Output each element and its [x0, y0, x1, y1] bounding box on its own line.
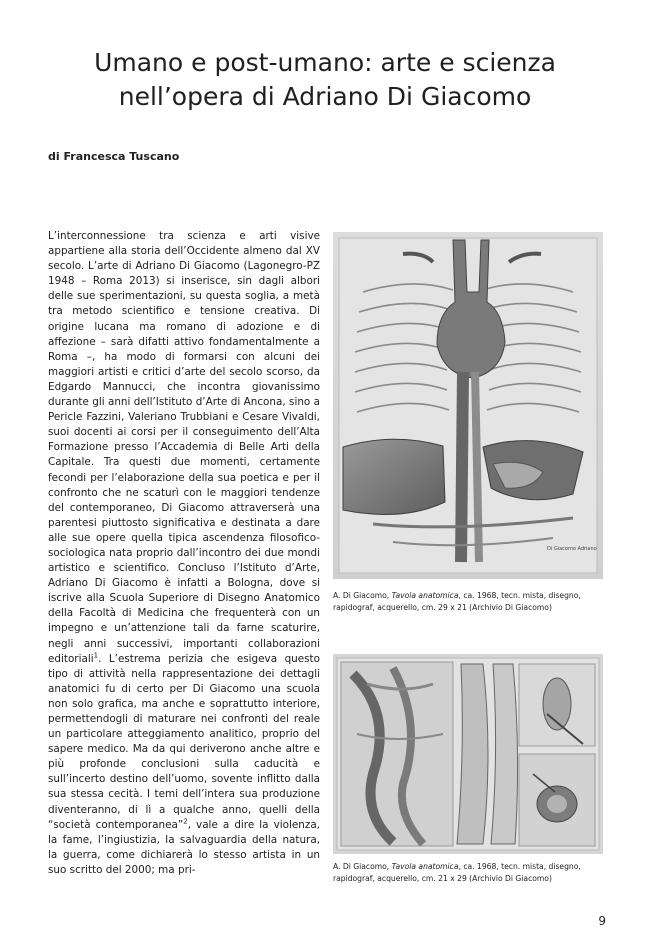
caption-2-details: , ca. 1968, tecn. mista, disegno, rapidograf, acquerello, cm. 21 x 29 (Archivio Di Giacomo) — [333, 862, 581, 883]
footnote-ref-1[interactable]: 1 — [93, 651, 99, 660]
body-text — [48, 229, 320, 878]
figure-1-drawing — [333, 232, 603, 579]
figure-1-signature: Di Giacomo Adriano — [547, 546, 597, 552]
figure-2-drawing — [333, 654, 603, 854]
caption-1-details: , ca. 1968, tecn. mista, disegno, rapidograf, acquerello, cm. 29 x 21 (Archivio Di Giacomo) — [333, 591, 581, 612]
figure-1-anatomical-plate — [333, 232, 603, 579]
footnote-ref-2[interactable]: 2 — [183, 817, 188, 826]
article-title — [60, 46, 590, 114]
figure-2-anatomical-plate — [333, 654, 603, 854]
body-part-3: , vale a dire la violenza, la fame, l’ingiustizia, la salvaguardia della natura, la guerra, come dichiarerà lo stesso artista in un suo scritto del 2000; ma pri- — [48, 818, 320, 876]
caption-2-title: Tavola anatomica — [391, 862, 459, 871]
body-part-2: . L’estrema perizia che esigeva questo tipo di attività nella rappresentazione dei dettagli anatomici fu di certo per Di Giacomo una scuola non solo grafica, ma anche e soprattutto interiore, permettendogli di maturare nei confronti del reale un particolare atteggiamento analitico, proprio del sapere medico. Ma da qui deriverono anche altre e più profonde conclusioni sulla caducità e sull’incerto destino dell’uomo, sovente inflitto dalla sua stessa cecità. I temi dell’intera sua produzione diventeranno, di lì a qualche anno, quelli della “società contemporanea” — [48, 652, 320, 831]
title-line-2: nell’opera di Adriano Di Giacomo — [118, 82, 532, 111]
figure-1-caption — [333, 590, 605, 613]
caption-1-author: A. Di Giacomo, — [333, 591, 392, 600]
body-part-1: L’interconnessione tra scienza e arti visive appartiene alla storia dell’Occidente almeno dal XV secolo. L’arte di Adriano Di Giacomo (Lagonegro-PZ 1948 – Roma 2013) si inserisce, sin dagli albori delle sue sperimentazioni, su questa soglia, a metà tra metodo scientifico e tensione creativa. Di origine lucana ma romano di adozione e di affezione – sarà difatti attivo fondamentalmente a Roma –, ha modo di formarsi con alcuni dei maggiori artisti e critici d’arte del secolo scorso, da Edgardo Mannucci, che incontra giovanissimo durante gli anni dell’Istituto d’Arte di Ancona, sino a Pericle Fazzini, Valeriano Trubbiani e Cesare Vivaldi, suoi docenti ai corsi per il conseguimento dell’Alta Formazione presso l’Accademia di Belle Arti della Capitale. Tra questi due momenti, certamente fecondi per l’elaborazione della sua poetica e per il confronto che ne scaturì con le maggiori tendenze del contemporaneo, Di Giacomo attraverserà una parentesi piuttosto significativa e destinata a dare alle sue opere quella tipica ascendenza filosofico-sociologica nata proprio dall’incontro dei due mondi artistico e scientifico. Concluso l’Istituto d’Arte, Adriano Di Giacomo è infatti a Bologna, dove si iscrive alla Scuola Superiore di Disegno Anatomico della Facoltà di Medicina che frequenterà con un impegno e un’attenzione tali da farne scaturire, negli anni successivi, importanti collaborazioni editoriali — [48, 230, 320, 665]
figure-2-caption — [333, 861, 605, 884]
author-byline: di Francesca Tuscano — [48, 150, 180, 163]
page-number: 9 — [598, 914, 606, 928]
title-line-1: Umano e post-umano: arte e scienza — [94, 48, 556, 77]
caption-1-title: Tavola anatomica — [391, 591, 459, 600]
caption-2-author: A. Di Giacomo, — [333, 862, 392, 871]
